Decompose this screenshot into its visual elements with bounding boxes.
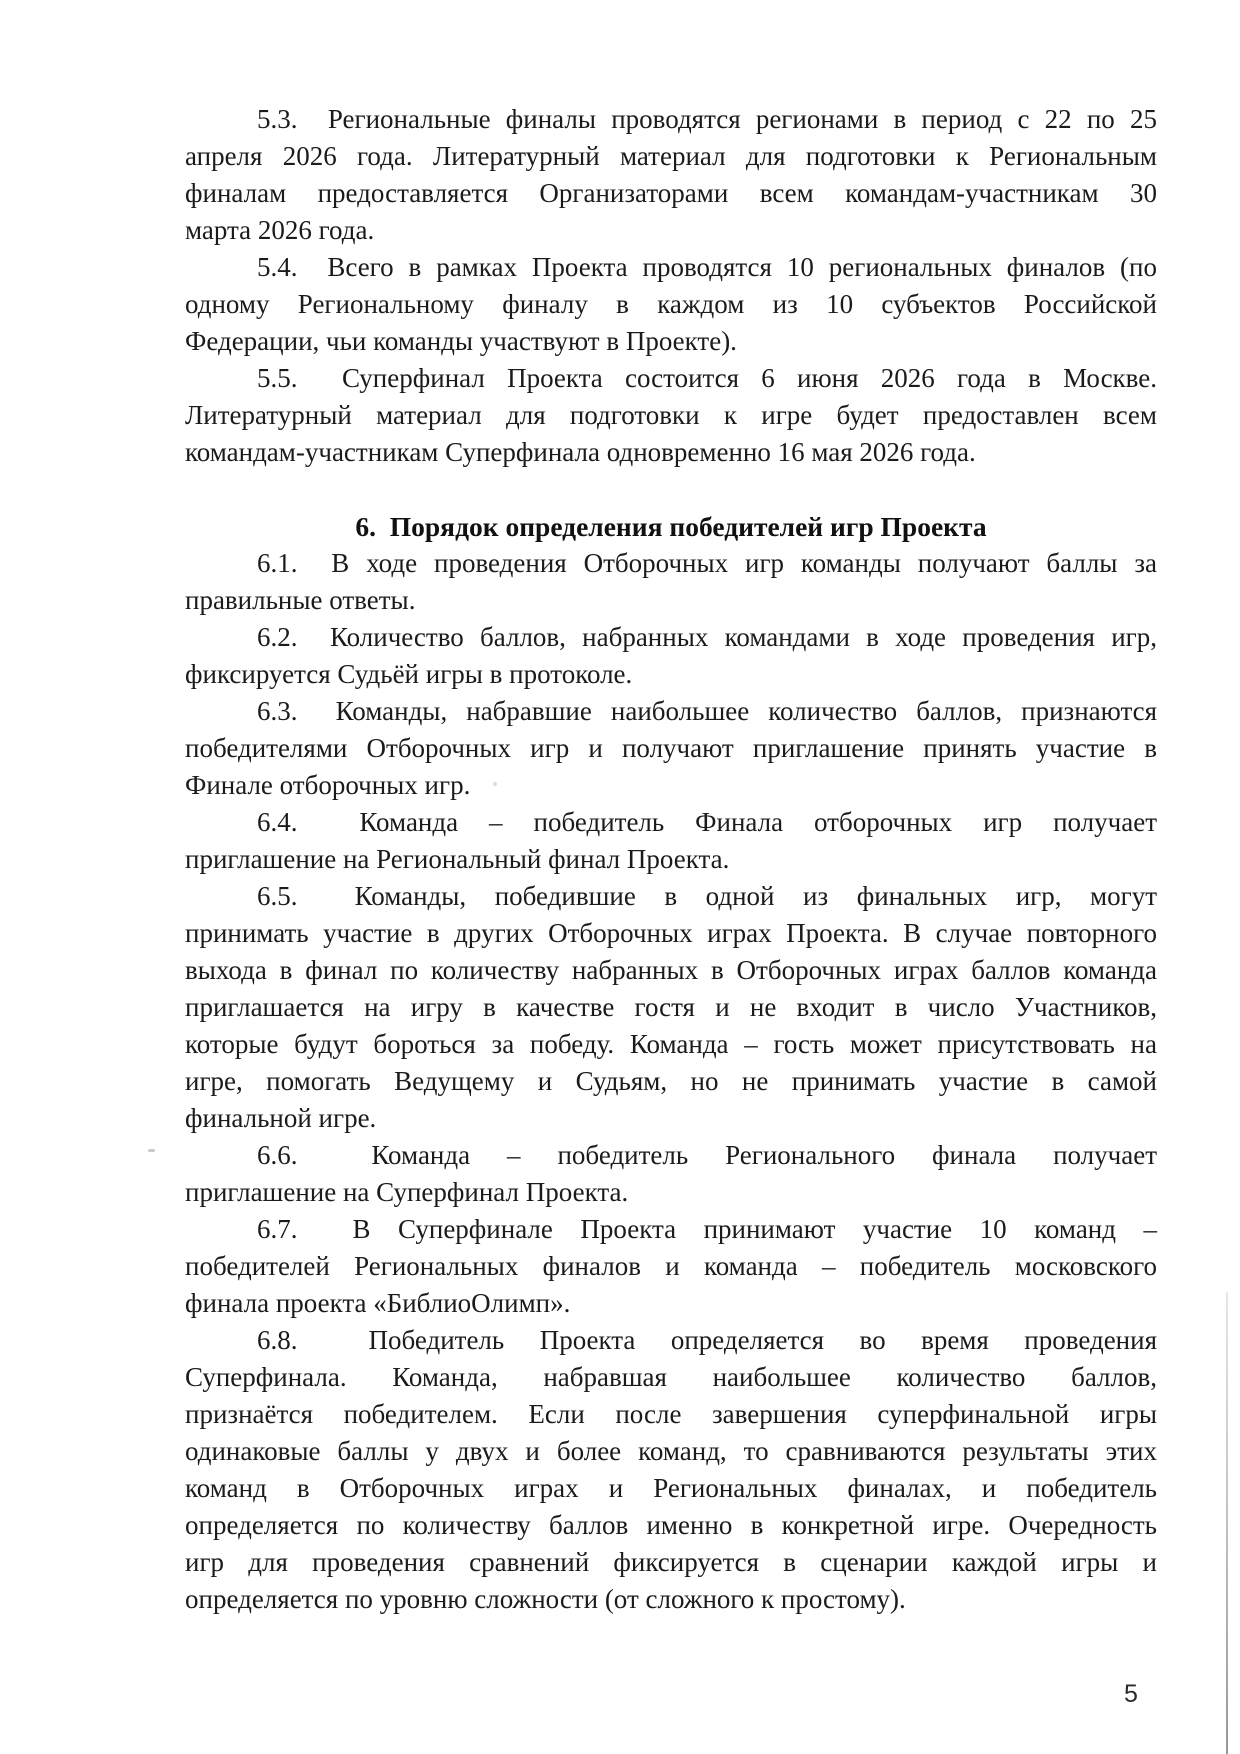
text-line: Суперфинала. Команда, набравшая наибольшее количество баллов, bbox=[185, 1362, 1157, 1392]
text-line: приглашение на Суперфинал Проекта. bbox=[185, 1177, 629, 1207]
text-line: выхода в финал по количеству набранных в Отборочных играх баллов команда bbox=[185, 955, 1157, 985]
paragraph-6-6 bbox=[185, 1137, 1157, 1211]
text-line: победителей Региональных финалов и команда – победитель московского bbox=[185, 1251, 1157, 1281]
paragraph-6-2 bbox=[185, 619, 1157, 693]
text-line: 6.2. Количество баллов, набранных командами в ходе проведения игр, bbox=[257, 622, 1157, 652]
text-line: финальной игре. bbox=[185, 1103, 377, 1133]
text-line: 6.7. В Суперфинале Проекта принимают участие 10 команд – bbox=[257, 1214, 1157, 1244]
text-line: признаётся победителем. Если после завершения суперфинальной игры bbox=[185, 1399, 1157, 1429]
text-line: Литературный материал для подготовки к игре будет предоставлен всем bbox=[185, 400, 1157, 430]
text-line: одному Региональному финалу в каждом из 10 субъектов Российской bbox=[185, 289, 1157, 319]
text-line: одинаковые баллы у двух и более команд, то сравниваются результаты этих bbox=[185, 1436, 1157, 1466]
paragraph-6-4 bbox=[185, 804, 1157, 878]
scan-artifact-line bbox=[1226, 1292, 1228, 1754]
text-line: которые будут бороться за победу. Команда – гость может присутствовать на bbox=[185, 1029, 1157, 1059]
scan-artifact-speck bbox=[148, 1149, 155, 1152]
text-line: 5.4. Всего в рамках Проекта проводятся 10 региональных финалов (по bbox=[257, 252, 1157, 282]
text-line: приглашается на игру в качестве гостя и не входит в число Участников, bbox=[185, 992, 1157, 1022]
scan-artifact-speck bbox=[493, 782, 497, 786]
text-line: Финале отборочных игр. bbox=[185, 770, 471, 800]
text-line: 6.8. Победитель Проекта определяется во время проведения bbox=[257, 1325, 1157, 1355]
paragraph-5-3 bbox=[185, 101, 1157, 249]
text-line: командам-участникам Суперфинала одновременно 16 мая 2026 года. bbox=[185, 437, 976, 467]
text-line: принимать участие в других Отборочных играх Проекта. В случае повторного bbox=[185, 918, 1157, 948]
text-line: Федерации, чьи команды участвуют в Проекте). bbox=[185, 326, 737, 356]
text-line: определяется по количеству баллов именно в конкретной игре. Очередность bbox=[185, 1510, 1157, 1540]
text-line: команд в Отборочных играх и Региональных финалах, и победитель bbox=[185, 1473, 1157, 1503]
text-line: правильные ответы. bbox=[185, 585, 416, 615]
page-number: 5 bbox=[1124, 1680, 1138, 1708]
text-line: финалам предоставляется Организаторами всем командам-участникам 30 bbox=[185, 178, 1157, 208]
text-line: 6.4. Команда – победитель Финала отборочных игр получает bbox=[257, 807, 1157, 837]
text-line: 5.3. Региональные финалы проводятся регионами в период с 22 по 25 bbox=[257, 104, 1157, 134]
text-line: приглашение на Региональный финал Проекта. bbox=[185, 844, 730, 874]
text-line: игр для проведения сравнений фиксируется в сценарии каждой игры и bbox=[185, 1547, 1157, 1577]
paragraph-6-1 bbox=[185, 545, 1157, 619]
paragraph-5-5 bbox=[185, 360, 1157, 471]
text-line: 5.5. Суперфинал Проекта состоится 6 июня 2026 года в Москве. bbox=[257, 363, 1157, 393]
paragraph-6-5 bbox=[185, 878, 1157, 1137]
text-line: игре, помогать Ведущему и Судьям, но не принимать участие в самой bbox=[185, 1066, 1157, 1096]
text-line: финала проекта «БиблиоОлимп». bbox=[185, 1288, 571, 1318]
text-line: апреля 2026 года. Литературный материал для подготовки к Региональным bbox=[185, 141, 1157, 171]
text-line: 6.1. В ходе проведения Отборочных игр команды получают баллы за bbox=[257, 548, 1157, 578]
paragraph-6-7 bbox=[185, 1211, 1157, 1322]
text-line: 6.5. Команды, победившие в одной из финальных игр, могут bbox=[257, 881, 1157, 911]
text-line: победителями Отборочных игр и получают приглашение принять участие в bbox=[185, 733, 1157, 763]
text-line: 6.3. Команды, набравшие наибольшее количество баллов, признаются bbox=[257, 696, 1157, 726]
text-line: определяется по уровню сложности (от сложного к простому). bbox=[185, 1584, 906, 1614]
paragraph-6-8 bbox=[185, 1322, 1157, 1618]
text-line: марта 2026 года. bbox=[185, 215, 375, 245]
paragraph-6-3 bbox=[185, 693, 1157, 804]
paragraph-5-4 bbox=[185, 249, 1157, 360]
document-text bbox=[185, 101, 1157, 1618]
text-line: 6.6. Команда – победитель Регионального финала получает bbox=[257, 1140, 1157, 1170]
section-heading-6: 6. Порядок определения победителей игр Проекта bbox=[355, 511, 987, 542]
text-line: фиксируется Судьёй игры в протоколе. bbox=[185, 659, 633, 689]
